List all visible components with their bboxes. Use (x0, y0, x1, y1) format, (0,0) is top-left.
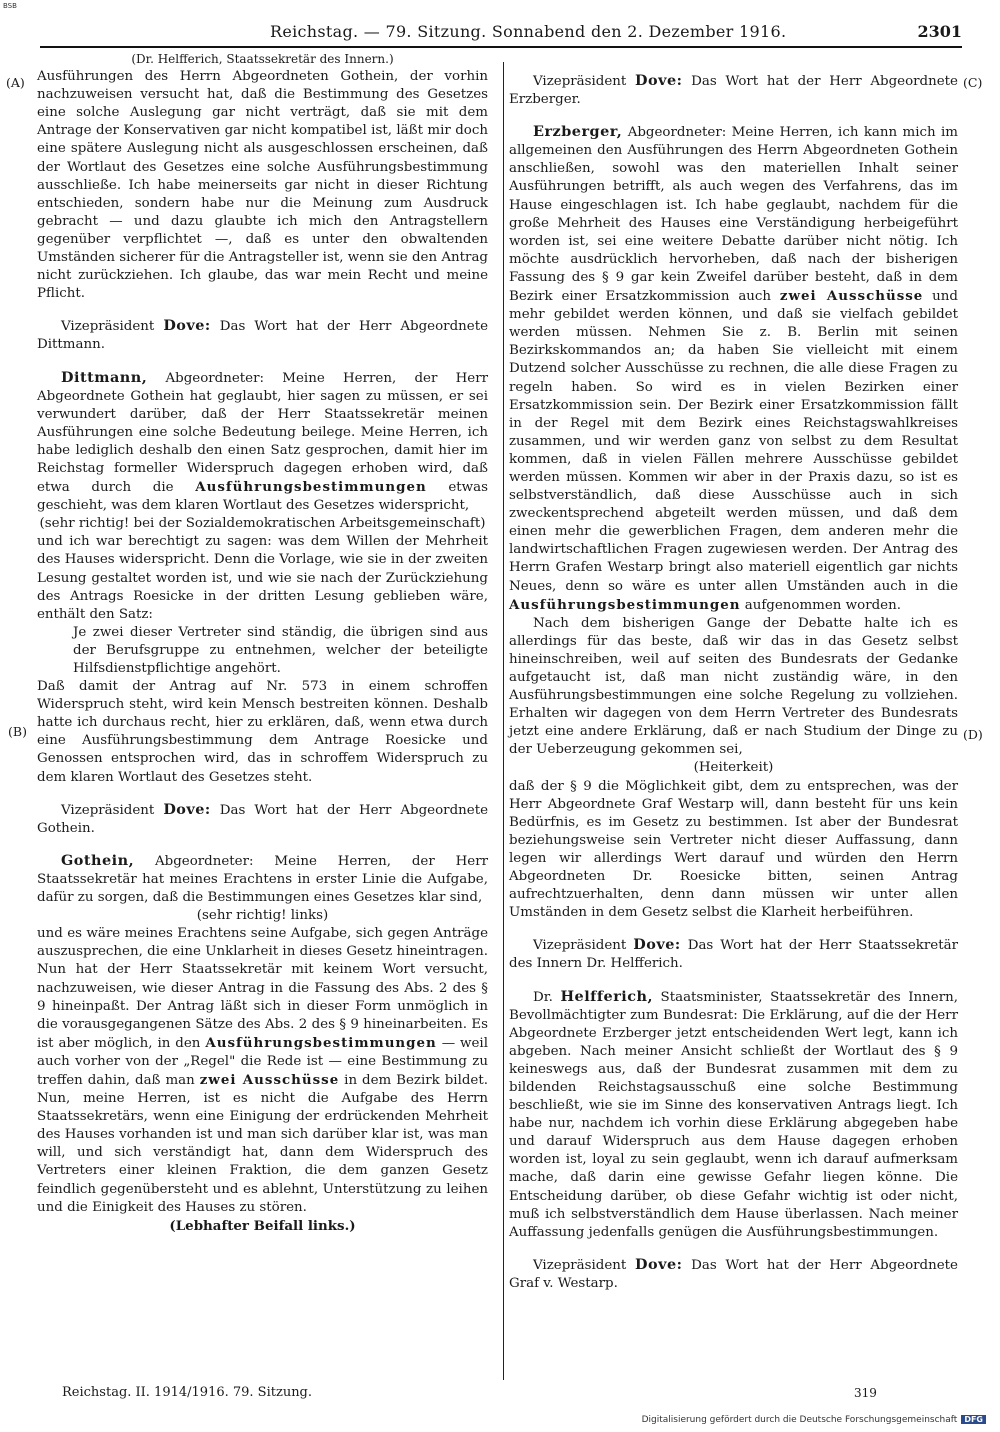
interjection: (sehr richtig! bei der Sozialdemokratischen Arbeitsgemeinschaft) (39, 516, 486, 532)
margin-marker-d: (D) (963, 727, 983, 742)
page-number: 2301 (917, 22, 962, 41)
speech-erzberger: Erzberger, Abgeordneter: Meine Herren, ich kann mich im allgemeinen den Ausführungen des Herrn Abgeordneten Gothein anschließen, sowohl was den materiellen Inhalt seiner Ausführungen betrifft, als auch wegen des Verfahrens, das im Hause eingeschlagen ist. Ich habe geglaubt, nachdem für die große Mehrheit des Hauses eine Verständigung herbeigeführt worden ist, sei eine weitere Debatte darüber nicht nötig. Ich möchte ausdrücklich hervorheben, daß nach der bisherigen Fassung des § 9 gar kein Zweifel darüber besteht, daß in dem Bezirk einer Ersatzkommission auch zwei Ausschüsse und mehr gebildet werden können, und daß sie vielfach gebildet werden müssen. Nehmen Sie z. B. Berlin mit seinen Bezirkskommandos an; da haben Sie vielleicht mit einem Dutzend solcher Ausschüsse zu rechnen, die alle diese Fragen zu regeln haben. So wird es in vielen Bezirken einer Ersatzkommission sein. Der Bezirk einer Ersatzkommission fällt in der Regel mit dem Bezirk eines Reichstagswahlkreises zusammen, und wir werden ganz von selbst zu dem Resultat kommen, daß in vielen Fällen mehrere Ausschüsse gebildet werden müssen. Kommen wir aber in der Praxis dazu, so ist es selbstverständlich, daß diese Ausschüsse auch in sich zweckentsprechend abgeteilt werden müssen, und daß dem einen mehr die gewerblichen Fragen, dem anderen mehr die landwirtschaftlichen Fragen zugewiesen werden. Der Antrag des Herrn Grafen Westarp bringt also materiell eigentlich gar nichts Neues, denn so wäre es unter allen Umständen auch in die Ausführungsbestimmungen aufgenommen worden. (509, 123, 959, 613)
column-divider (503, 62, 504, 1380)
vice-president-remark: Vizepräsident Dove: Das Wort hat der Herr Abgeordnete Erzberger. (509, 72, 958, 108)
watermark: BSB (3, 2, 17, 10)
running-title: Reichstag. — 79. Sitzung. Sonnabend den 2. Dezember 1916. (270, 22, 787, 41)
paragraph: Daß damit der Antrag auf Nr. 573 in einem schroffen Widerspruch steht, wird kein Mensch bestreiten können. Deshalb hatte ich durchaus recht, hier zu erklären, daß, wenn etwa durch eine Ausführungsbestimmung dem Antrage Roesicke und Genossen entsprochen wird, das in schroffem Widerspruch zu dem klaren Wortlaut des Gesetzes steht. (37, 679, 488, 785)
paragraph: und ich war berechtigt zu sagen: was dem Willen der Mehrheit des Hauses widerspricht. Denn die Vorlage, wie sie in der zweiten Lesung gestaltet worden ist, und wie sie nach der Zurückziehung des Antrags Roesicke in der dritten Lesung geblieben wäre, enthält den Satz: (37, 534, 488, 622)
vice-president-remark: Vizepräsident Dove: Das Wort hat der Herr Abgeordnete Graf v. Westarp. (509, 1255, 958, 1291)
vice-president-remark: Vizepräsident Dove: Das Wort hat der Herr Abgeordnete Dittmann. (37, 317, 488, 353)
margin-marker-b: (B) (8, 724, 27, 739)
page-header (40, 18, 962, 44)
left-column (37, 50, 488, 1235)
vice-president-remark: Vizepräsident Dove: Das Wort hat der Herr Staatssekretär des Innern Dr. Helfferich. (509, 936, 958, 972)
margin-marker-a: (A) (6, 75, 25, 90)
dfg-logo-icon: DFG (961, 1415, 986, 1424)
right-column (509, 72, 958, 1293)
footer-signature: Reichstag. II. 1914/1916. 79. Sitzung. (62, 1385, 313, 1400)
running-head: (Dr. Helfferich, Staatssekretär des Innern.) (131, 52, 394, 66)
speech-dittmann: Dittmann, Abgeordneter: Meine Herren, der Herr Abgeordnete Gothein hat geglaubt, hier sagen zu müssen, er sei verwundert darüber, daß der Herr Staatssekretär meinen Ausführungen eine solche Bedeutung beilege. Meine Herren, ich habe lediglich deshalb den einen Satz gesprochen, damit hier im Reichstag formeller Widerspruch dagegen erhoben wird, daß etwa durch die Ausführungsbestimmungen etwas geschieht, was dem klaren Wortlaut des Gesetzes widerspricht, (37, 368, 488, 514)
paragraph: Ausführungen des Herrn Abgeordneten Gothein, der vorhin nachzuweisen versucht hat, daß die Bestimmung des Gesetzes eine solche Auslegung gar nicht verträgt, daß sie mit dem Antrage der Konservativen gar nicht kompatibel ist, läßt mir doch eine spätere Auslegung nicht als ausgeschlossen erscheinen, daß der Wortlaut des Gesetzes eine solche Ausführungsbestimmung ausschließe. Ich habe meinerseits gar nicht in dieser Richtung entschieden, sondern habe nur die Meinung zum Ausdruck gebracht — und dazu glaubte ich mich den Antragstellern gegenüber verpflichtet —, daß es unter den obwaltenden Umständen sicherer für die Antragsteller ist, wenn sie den Antrag nicht zurückziehen. Ich glaube, das war mein Recht und meine Pflicht. (37, 69, 488, 302)
paragraph: daß der § 9 die Möglichkeit gibt, dem zu entsprechen, was der Herr Abgeordnete Graf Westarp will, dann besteht für uns kein Bedürfnis, es im Gesetz zu bestimmen. Ist aber der Bundesrat beziehungsweise sein Vertreter nicht dieser Auffassung, dann legen wir allerdings Wert darauf und würden den Herrn Abgeordneten Dr. Roesicke bitten, seinen Antrag aufrechtzuerhalten, denn dann müssen wir unter allen Umständen in dem Gesetz selbst die Klarheit herbeiführen. (509, 778, 958, 921)
margin-marker-c: (C) (963, 75, 983, 90)
vice-president-remark: Vizepräsident Dove: Das Wort hat der Herr Abgeordnete Gothein. (37, 800, 488, 836)
sheet-number: 319 (854, 1386, 877, 1400)
digitization-credit: Digitalisierung gefördert durch die Deutsche Forschungsgemeinschaft DFG (642, 1415, 986, 1425)
speech-helfferich: Dr. Helfferich, Staatsminister, Staatssekretär des Innern, Bevollmächtigter zum Bundesrat: Die Erklärung, auf die der Herr Abgeordnete Erzberger jetzt entscheidenden Wert legt, kann ich abgeben. Nach meiner Ansicht schließt der Wortlaut des § 9 keineswegs aus, daß der Bundesrat zusammen mit dem zu bildenden Reichstagsausschuß eine solche Bestimmung beschließt, wie sie im Sinne des konservativen Antrags liegt. Ich habe nur, nachdem ich vorhin diese Erklärung abgegeben habe und darauf Widerspruch aus dem Hause dagegen erhoben worden ist, loyal zu sein geglaubt, wenn ich darauf aufmerksam mache, daß darin eine gewisse Gefahr liegen könne. Die Entscheidung darüber, ob diese Gefahr wichtig ist oder nicht, muß ich selbstverständlich dem Hause überlassen. Nach meiner Auffassung jedenfalls genügen die Ausführungsbestimmungen. (509, 987, 959, 1240)
quotation: Je zwei dieser Vertreter sind ständig, die übrigen sind aus der Berufsgruppe zu entnehmen, welcher der beteiligte Hilfsdienstpflichtige angehört. (73, 624, 488, 676)
interjection: (sehr richtig! links) (196, 908, 329, 924)
applause: (Lebhafter Beifall links.) (169, 1217, 356, 1234)
speech-gothein: Gothein, Abgeordneter: Meine Herren, der Herr Staatssekretär hat meines Erachtens in erster Linie die Aufgabe, dafür zu sorgen, daß die Bestimmungen eines Gesetzes klar sind, (37, 851, 489, 906)
header-rule (40, 46, 962, 48)
paragraph: und es wäre meines Erachtens seine Aufgabe, sich gegen Anträge auszusprechen, die eine Unklarheit in dieses Gesetz hineintragen. Nun hat der Herr Staatssekretär mit keinem Wort versucht, nachzuweisen, wie dieser Antrag in die Fassung des Abs. 2 des § 9 hineinpaßt. Der Antrag läßt sich in dieser Form unmöglich in die vorausgegangenen Sätze des Abs. 2 des § 9 hineinarbeiten. Es ist aber möglich, in den Ausführungsbestimmungen — weil auch vorher von der „Regel" die Rede ist — eine Bestimmung zu treffen dahin, daß man zwei Ausschüsse in dem Bezirk bildet. Nun, meine Herren, ist es nicht die Aufgabe des Herrn Staatssekretärs, wenn eine Einigung der erdrückenden Mehrheit des Hauses vorhanden ist und man sich darüber klar ist, was man will, und sich verständigt hat, dann dem Widerspruch des Vertreters einer kleinen Fraktion, die dem ganzen Gesetz feindlich gegenübersteht und es ablehnt, Unterstützung zu leihen und die Einigkeit des Hauses zu stören. (37, 926, 488, 1215)
paragraph: Nach dem bisherigen Gange der Debatte halte ich es allerdings für das beste, daß wir das in das Gesetz selbst hineinschreiben, weil auf seiten des Bundesrats der Gedanke aufgetaucht ist, daß man nicht zuständig wäre, in den Ausführungsbestimmungen eine solche Regelung zu vollziehen. Erhalten wir dagegen von dem Herrn Vertreter des Bundesrats jetzt eine andere Erklärung, daß er nach Studium der Dinge zu der Ueberzeugung gekommen sei, (509, 615, 958, 758)
interjection: (Heiterkeit) (693, 760, 774, 776)
